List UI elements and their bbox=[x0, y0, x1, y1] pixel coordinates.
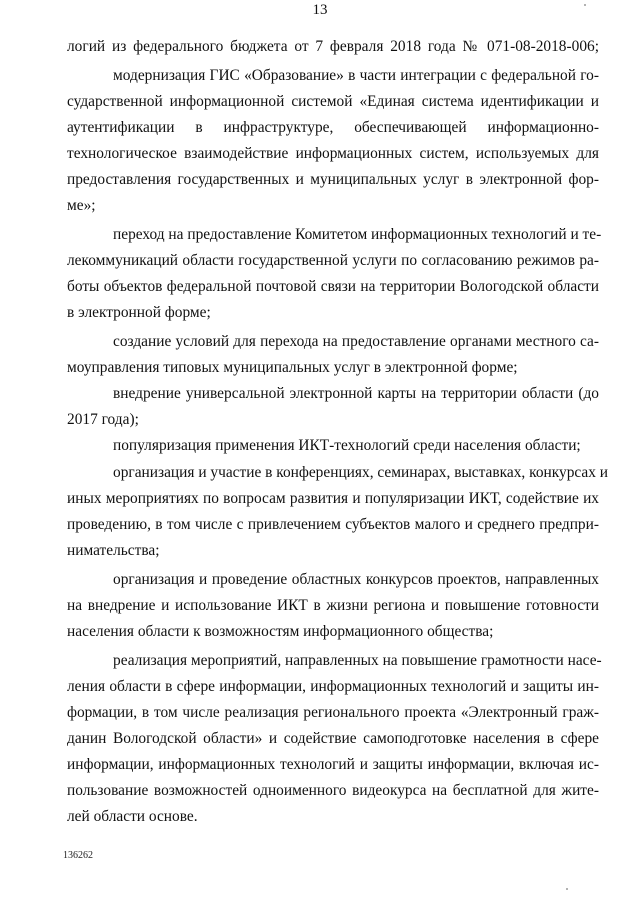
text-line: создание условий для перехода на предоставление органами местного са- bbox=[113, 333, 599, 350]
text-line: лей области основе. bbox=[67, 808, 198, 825]
document-code: 136262 bbox=[63, 850, 93, 861]
text-line: на внедрение и использование ИКТ в жизни региона и повышение готовности bbox=[67, 597, 599, 614]
text-line: организация и участие в конференциях, семинарах, выставках, конкурсах и bbox=[113, 464, 609, 481]
text-line: реализация мероприятий, направленных на повышение грамотности насе- bbox=[113, 652, 602, 669]
text-line: данин Вологодской области» и содействие самоподготовке населения в сфере bbox=[67, 730, 599, 747]
text-line: переход на предоставление Комитетом информационных технологий и те- bbox=[113, 226, 602, 243]
text-line: боты объектов федеральной почтовой связи на территории Вологодской области bbox=[67, 278, 599, 295]
text-line: иных мероприятиях по вопросам развития и популяризации ИКТ, содействие их bbox=[67, 490, 599, 507]
text-line: внедрение универсальной электронной карты на территории области (до bbox=[113, 385, 599, 402]
text-line: модернизация ГИС «Образование» в части интеграции с федеральной го- bbox=[113, 67, 599, 84]
text-line: 2017 года); bbox=[67, 411, 139, 428]
text-line: нимательства; bbox=[67, 542, 160, 559]
text-line: информации, информационных технологий и защиты информации, включая ис- bbox=[67, 756, 599, 773]
text-line: сударственной информационной системой «Единая система идентификации и bbox=[67, 93, 599, 110]
text-line: логий из федерального бюджета от 7 февраля 2018 года № 071-08-2018-006; bbox=[67, 38, 599, 55]
text-line: ме»; bbox=[67, 197, 96, 214]
scan-speck bbox=[584, 4, 586, 6]
page-number: 13 bbox=[312, 2, 328, 18]
text-line: формации, в том числе реализация регионального проекта «Электронный граж- bbox=[67, 704, 599, 721]
scan-speck bbox=[566, 888, 568, 890]
text-line: в электронной форме; bbox=[67, 304, 211, 321]
text-line: организация и проведение областных конкурсов проектов, направленных bbox=[113, 571, 599, 588]
text-line: популяризация применения ИКТ-технологий среди населения области; bbox=[113, 437, 581, 454]
text-line: лекоммуникаций области государственной услуги по согласованию режимов ра- bbox=[67, 252, 599, 269]
text-line: аутентификации в инфраструктуре, обеспечивающей информационно- bbox=[67, 119, 599, 136]
text-line: технологическое взаимодействие информационных систем, используемых для bbox=[67, 145, 599, 162]
text-line: предоставления государственных и муниципальных услуг в электронной фор- bbox=[67, 171, 599, 188]
text-line: пользование возможностей одноименного видеокурса на бесплатной для жите- bbox=[67, 782, 599, 799]
text-line: моуправления типовых муниципальных услуг в электронной форме; bbox=[67, 359, 518, 376]
text-line: ления области в сфере информации, информационных технологий и защиты ин- bbox=[67, 678, 599, 695]
text-line: населения области к возможностям информационного общества; bbox=[67, 623, 494, 640]
text-line: проведению, в том числе с привлечением субъектов малого и среднего предпри- bbox=[67, 516, 599, 533]
